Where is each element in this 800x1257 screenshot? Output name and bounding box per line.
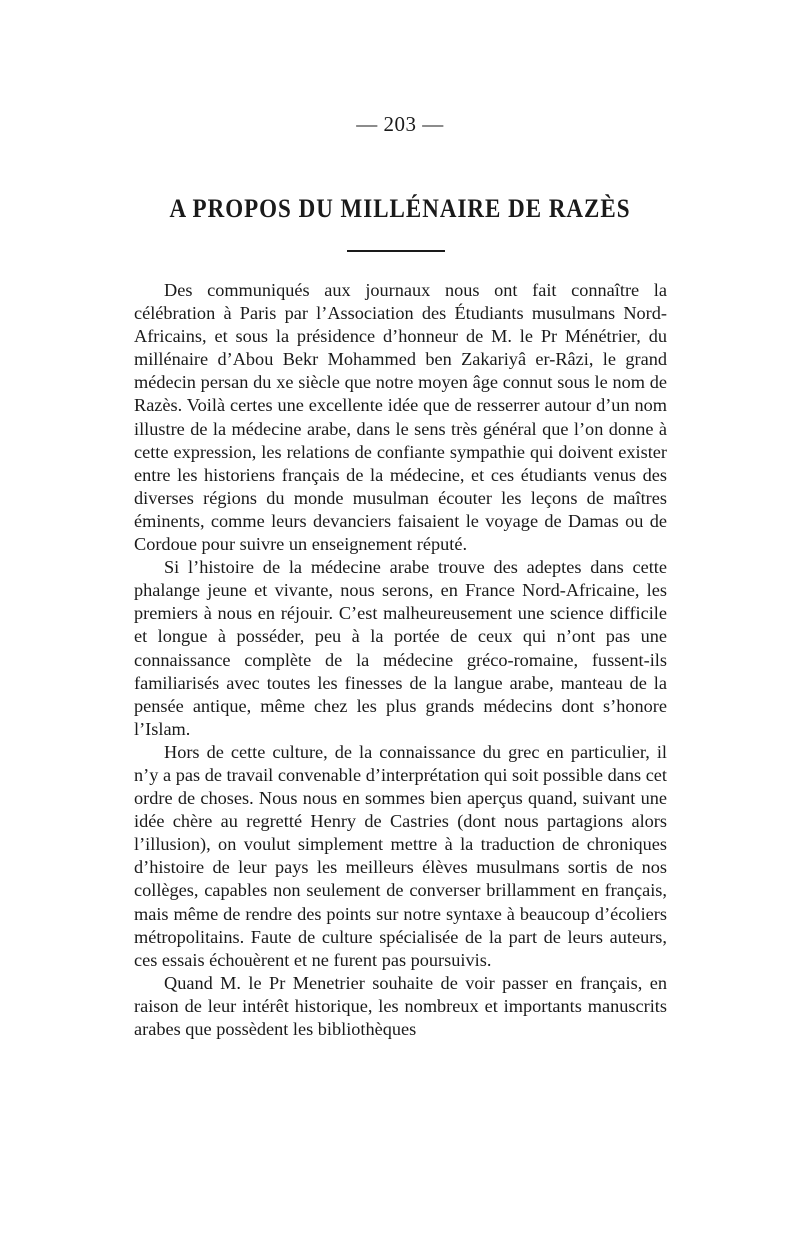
- paragraph-3: Hors de cette culture, de la connaissance du grec en particulier, il n’y a pas de travail convenable d’interprétation qui soit possible dans cet ordre de choses. Nous nous en sommes bien aperçus quand, suivant une idée chère au regretté Henry de Castries (dont nous partagions alors l’illusion), on voulut simplement mettre à la traduction de chroniques d’histoire de leur pays les meilleurs élèves musulmans sortis de nos collèges, capables non seulement de converser brillamment en français, mais même de rendre des points sur notre syntaxe à beaucoup d’écoliers métropolitains. Faute de culture spécialisée de la part de leurs auteurs, ces essais échouèrent et ne furent pas poursuivis.: [134, 741, 667, 970]
- article-body: [134, 279, 667, 1041]
- article-title: A PROPOS DU MILLÉNAIRE DE RAZÈS: [169, 194, 631, 223]
- paragraph-2: Si l’histoire de la médecine arabe trouve des adeptes dans cette phalange jeune et vivante, nous serons, en France Nord-Africaine, les premiers à nous en réjouir. C’est malheureusement une science difficile et longue à posséder, peu à la portée de ceux qui n’ont pas une connaissance complète de la médecine gréco-romaine, fussent-ils familiarisés avec toutes les finesses de la langue arabe, manteau de la pensée antique, même chez les plus grands médecins dont s’honore l’Islam.: [134, 557, 667, 739]
- paragraph-1: Des communiqués aux journaux nous ont fait connaître la célébration à Paris par l’Association des Étudiants musulmans Nord-Africains, et sous la présidence d’honneur de M. le Pr Ménétrier, du millénaire d’Abou Bekr Mohammed ben Zakariyâ er-Râzi, le grand médecin persan du xe siècle que notre moyen âge connut sous le nom de Razès. Voilà certes une excellente idée que de resserrer autour d’un nom illustre de la médecine arabe, dans le sens très général que l’on donne à cette expression, les relations de confiante sympathie qui doivent exister entre les historiens français de la médecine, et ces étudiants venus des diverses régions du monde musulman écouter les leçons de maîtres éminents, comme leurs devanciers faisaient le voyage de Damas ou de Cordoue pour suivre un enseignement réputé.: [134, 280, 667, 555]
- paragraph-4: Quand M. le Pr Menetrier souhaite de voir passer en français, en raison de leur intérêt historique, les nombreux et importants manuscrits arabes que possèdent les bibliothèques: [134, 972, 667, 1039]
- title-divider: [347, 250, 445, 252]
- page-number: — 203 —: [356, 112, 444, 136]
